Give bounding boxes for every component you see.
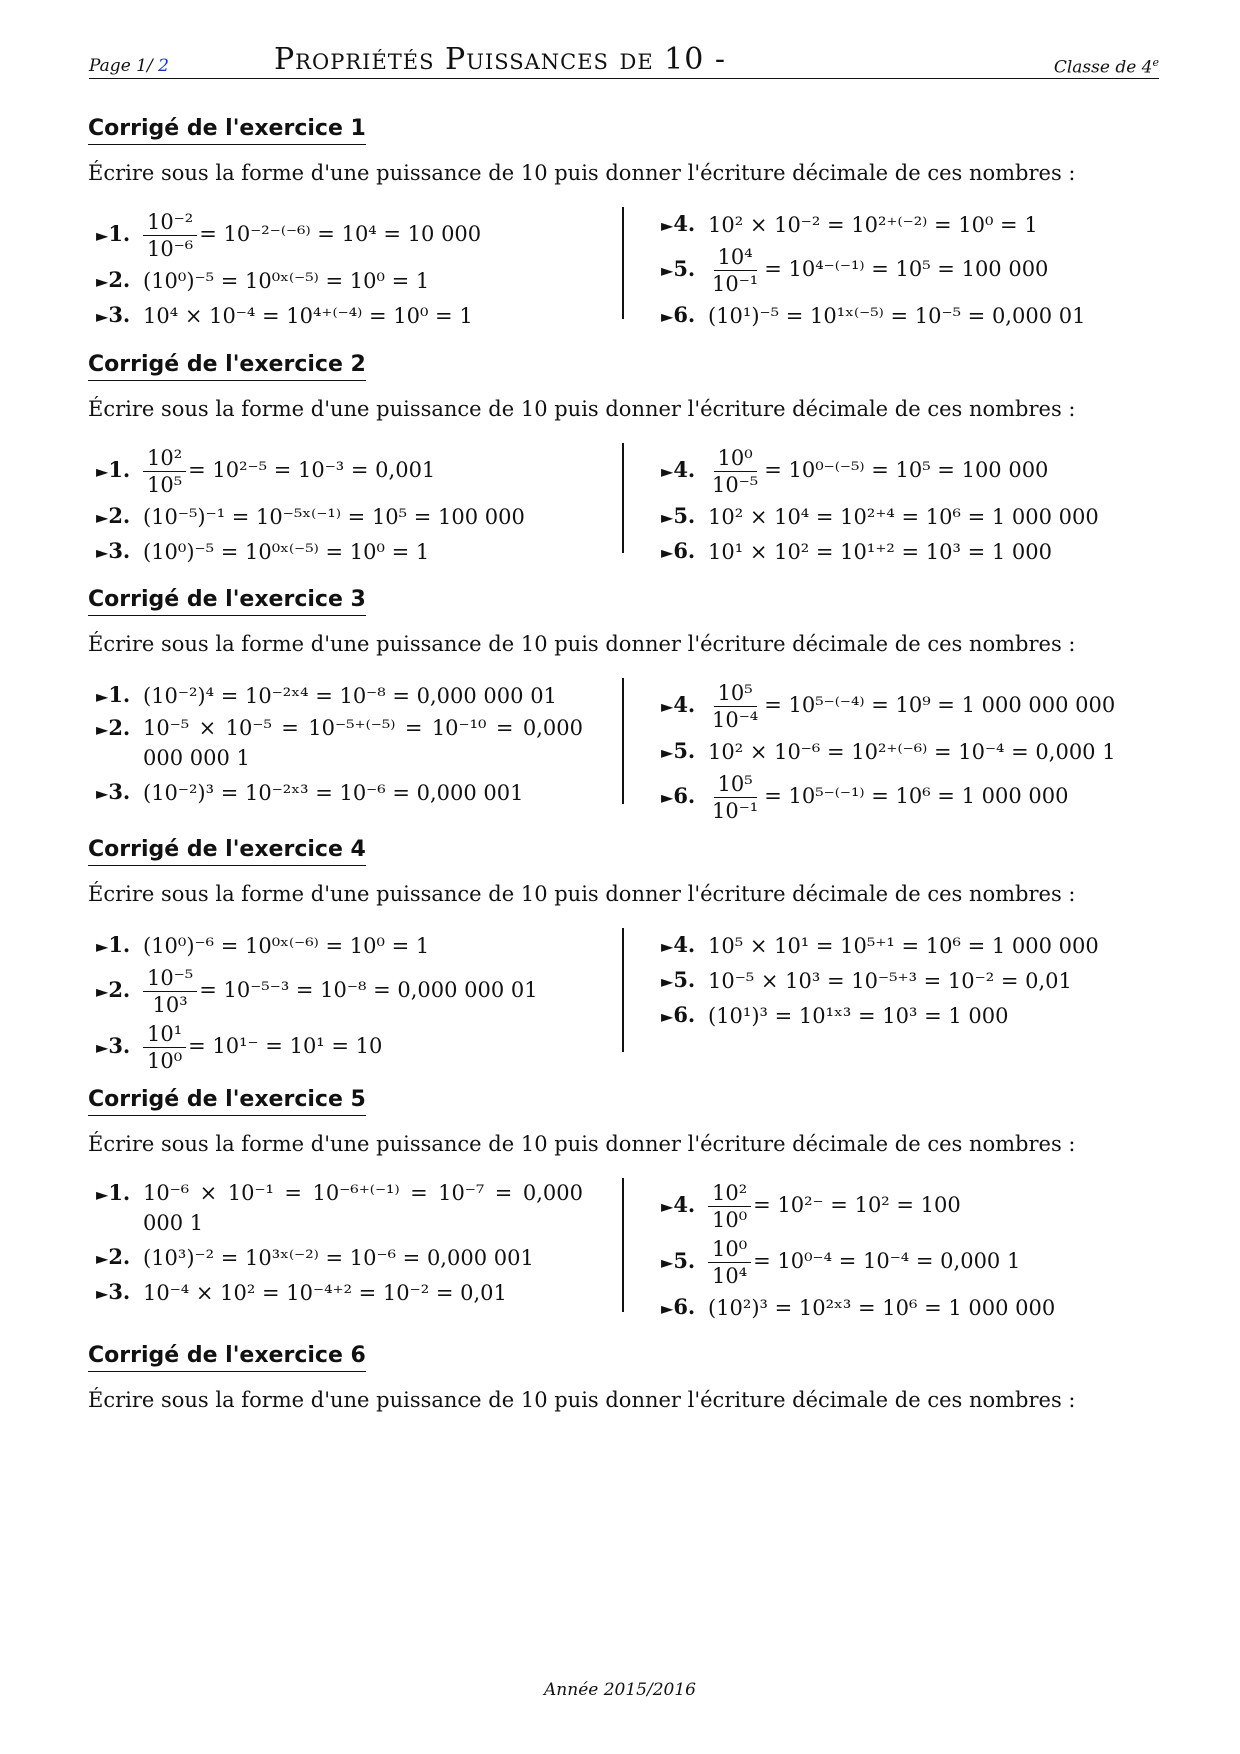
- triangle-bullet-icon: ►: [661, 788, 674, 807]
- right-answer-column: [661, 928, 1161, 1033]
- item-expression: [708, 771, 1068, 824]
- fraction-numerator: 10⁻²: [143, 209, 197, 236]
- answer-item: [661, 963, 1161, 998]
- expression-text: 10² × 10⁴ = 10²⁺⁴ = 10⁶ = 1 000 000: [708, 504, 1099, 529]
- answers-grid: [88, 207, 1163, 328]
- item-number: 2.: [108, 502, 131, 528]
- item-expression: [708, 445, 1048, 498]
- item-expression: [143, 445, 435, 498]
- item-expression: [143, 537, 429, 567]
- expression-text: = 10⁻²⁻⁽⁻⁶⁾ = 10⁴ = 10 000: [199, 221, 482, 246]
- triangle-bullet-icon: ►: [96, 982, 109, 1001]
- triangle-bullet-icon: ►: [96, 686, 109, 706]
- answer-item: [96, 207, 616, 263]
- expression-text: 10² × 10⁻⁶ = 10²⁺⁽⁻⁶⁾ = 10⁻⁴ = 0,000 1: [708, 739, 1116, 764]
- fraction: [708, 445, 762, 498]
- answer-item: [96, 775, 616, 810]
- answers-grid: [88, 443, 1163, 564]
- fraction-denominator: 10⁻¹: [712, 798, 759, 823]
- column-divider: [622, 928, 624, 1052]
- expression-text: 10⁻⁶ × 10⁻¹ = 10⁻⁶⁺⁽⁻¹⁾ = 10⁻⁷ = 0,000 000 1: [143, 1181, 583, 1235]
- answer-item: [661, 499, 1161, 534]
- answer-item: [96, 963, 616, 1019]
- fraction-denominator: 10⁰: [712, 1207, 748, 1232]
- right-answer-column: [661, 678, 1161, 825]
- item-expression: [708, 502, 1099, 532]
- fraction-numerator: 10⁻⁵: [143, 965, 197, 992]
- right-answer-column: [661, 1178, 1161, 1325]
- item-marker: [96, 777, 143, 809]
- item-marker: [96, 1277, 143, 1309]
- answer-item: [96, 263, 616, 298]
- expression-text: (10³)⁻² = 10³ˣ⁽⁻²⁾ = 10⁻⁶ = 0,000 001: [143, 1245, 534, 1270]
- expression-text: (10⁰)⁻⁶ = 10⁰ˣ⁽⁻⁶⁾ = 10⁰ = 1: [143, 933, 430, 958]
- fraction-denominator: 10⁵: [147, 472, 183, 497]
- class-superscript: e: [1152, 56, 1159, 69]
- fraction: [708, 1236, 751, 1289]
- item-marker: [661, 209, 708, 241]
- expression-text: 10² × 10⁻² = 10²⁺⁽⁻²⁾ = 10⁰ = 1: [708, 212, 1038, 237]
- item-number: 4.: [673, 692, 696, 717]
- expression-text: 10⁻⁵ × 10³ = 10⁻⁵⁺³ = 10⁻² = 0,01: [708, 968, 1072, 993]
- item-expression: [708, 680, 1115, 733]
- item-marker: [661, 536, 708, 568]
- triangle-bullet-icon: ►: [661, 507, 674, 527]
- answer-item: [96, 534, 616, 569]
- item-number: 1.: [108, 221, 131, 246]
- item-number: 5.: [673, 737, 696, 763]
- fraction: [708, 244, 762, 297]
- triangle-bullet-icon: ►: [661, 1197, 674, 1216]
- page-header: [89, 42, 1159, 79]
- triangle-bullet-icon: ►: [661, 462, 674, 481]
- triangle-bullet-icon: ►: [96, 507, 109, 527]
- answer-item: [661, 207, 1161, 242]
- answer-item: [661, 242, 1161, 298]
- exercise-instruction: Écrire sous la forme d'une puissance de 10 puis donner l'écriture décimale de ces nombres :: [88, 632, 1076, 656]
- left-answer-column: [96, 678, 616, 810]
- answer-item: [96, 928, 616, 963]
- answer-item: [96, 713, 616, 775]
- expression-text: 10⁻⁵ × 10⁻⁵ = 10⁻⁵⁺⁽⁻⁵⁾ = 10⁻¹⁰ = 0,000 000 000 1: [143, 716, 583, 770]
- triangle-bullet-icon: ►: [661, 1298, 674, 1318]
- item-number: 3.: [108, 301, 131, 327]
- expression-text: = 10⁴⁻⁽⁻¹⁾ = 10⁵ = 100 000: [764, 256, 1049, 281]
- class-label: [1054, 56, 1159, 78]
- item-number: 1.: [108, 931, 131, 957]
- column-divider: [622, 678, 624, 804]
- expression-text: 10⁴ × 10⁻⁴ = 10⁴⁺⁽⁻⁴⁾ = 10⁰ = 1: [143, 303, 473, 328]
- fraction: [143, 209, 197, 262]
- item-number: 4.: [673, 1192, 696, 1217]
- item-expression: [143, 965, 538, 1018]
- left-answer-column: [96, 1178, 616, 1310]
- item-marker: [96, 219, 143, 251]
- item-number: 5.: [673, 256, 696, 281]
- exercise-instruction: Écrire sous la forme d'une puissance de 10 puis donner l'écriture décimale de ces nombres :: [88, 397, 1076, 421]
- expression-text: 10⁵ × 10¹ = 10⁵⁺¹ = 10⁶ = 1 000 000: [708, 933, 1099, 958]
- item-marker: [661, 690, 708, 722]
- item-expression: [708, 931, 1099, 961]
- fraction-denominator: 10⁻⁴: [712, 707, 759, 732]
- column-divider: [622, 1178, 624, 1312]
- answer-item: [661, 1290, 1161, 1325]
- item-marker: [96, 713, 143, 745]
- page-label: Page 1/: [89, 56, 153, 76]
- page-total-link[interactable]: 2: [158, 56, 169, 76]
- triangle-bullet-icon: ►: [661, 261, 674, 280]
- item-expression: [143, 681, 557, 711]
- item-marker: [661, 254, 708, 286]
- fraction: [143, 445, 186, 498]
- expression-text: (10²)³ = 10²ˣ³ = 10⁶ = 1 000 000: [708, 1295, 1056, 1320]
- exercise-instruction: Écrire sous la forme d'une puissance de 10 puis donner l'écriture décimale de ces nombres :: [88, 161, 1076, 185]
- item-marker: [661, 930, 708, 962]
- item-number: 3.: [108, 537, 131, 563]
- item-marker: [96, 1242, 143, 1274]
- exercise-title: Corrigé de l'exercice 1: [88, 116, 366, 145]
- page-title: Propriétés Puissances de 10 -: [274, 42, 727, 77]
- answer-item: [661, 1234, 1161, 1290]
- answer-item: [96, 499, 616, 534]
- item-number: 6.: [673, 301, 696, 327]
- item-marker: [96, 1031, 143, 1063]
- triangle-bullet-icon: ►: [96, 462, 109, 481]
- fraction-numerator: 10⁵: [714, 680, 757, 707]
- triangle-bullet-icon: ►: [96, 936, 109, 956]
- answer-item: [96, 678, 616, 713]
- item-expression: [708, 1001, 1009, 1031]
- answer-item: [96, 1240, 616, 1275]
- triangle-bullet-icon: ►: [661, 1006, 674, 1026]
- exercise-instruction: Écrire sous la forme d'une puissance de 10 puis donner l'écriture décimale de ces nombres :: [88, 1388, 1076, 1412]
- item-expression: [143, 1178, 583, 1238]
- answer-item: [96, 1019, 616, 1075]
- exercise-title: Corrigé de l'exercice 2: [88, 352, 366, 381]
- triangle-bullet-icon: ►: [661, 1253, 674, 1272]
- fraction-numerator: 10²: [708, 1180, 751, 1207]
- exercise-section: [88, 587, 1163, 823]
- answer-item: [661, 534, 1161, 569]
- expression-text: = 10²⁻⁵ = 10⁻³ = 0,001: [188, 457, 436, 482]
- fraction-denominator: 10⁴: [712, 1263, 748, 1288]
- item-marker: [96, 300, 143, 332]
- left-answer-column: [96, 443, 616, 569]
- expression-text: = 10⁵⁻⁽⁻¹⁾ = 10⁶ = 1 000 000: [764, 783, 1069, 808]
- item-marker: [96, 265, 143, 297]
- expression-text: (10⁰)⁻⁵ = 10⁰ˣ⁽⁻⁵⁾ = 10⁰ = 1: [143, 268, 430, 293]
- fraction-numerator: 10⁴: [714, 244, 757, 271]
- item-expression: [708, 301, 1085, 331]
- fraction: [708, 771, 762, 824]
- item-expression: [143, 502, 525, 532]
- item-number: 6.: [673, 537, 696, 563]
- exercise-section: [88, 1087, 1163, 1320]
- exercise-title: Corrigé de l'exercice 5: [88, 1087, 366, 1116]
- triangle-bullet-icon: ►: [661, 306, 674, 326]
- fraction-denominator: 10⁻¹: [712, 271, 759, 296]
- item-marker: [661, 1000, 708, 1032]
- item-expression: [708, 966, 1072, 996]
- item-marker: [661, 1246, 708, 1278]
- item-marker: [96, 975, 143, 1007]
- exercise-section: [88, 1343, 1163, 1412]
- item-expression: [143, 209, 481, 262]
- item-expression: [143, 1021, 382, 1074]
- item-expression: [708, 1236, 1020, 1289]
- item-number: 5.: [673, 502, 696, 528]
- expression-text: (10¹)⁻⁵ = 10¹ˣ⁽⁻⁵⁾ = 10⁻⁵ = 0,000 01: [708, 303, 1086, 328]
- answer-item: [661, 734, 1161, 769]
- triangle-bullet-icon: ►: [96, 1248, 109, 1268]
- exercise-title: Corrigé de l'exercice 3: [88, 587, 366, 616]
- exercise-instruction: Écrire sous la forme d'une puissance de 10 puis donner l'écriture décimale de ces nombres :: [88, 882, 1076, 906]
- right-answer-column: [661, 443, 1161, 569]
- item-marker: [661, 501, 708, 533]
- fraction-numerator: 10⁰: [714, 445, 757, 472]
- exercise-instruction: Écrire sous la forme d'une puissance de 10 puis donner l'écriture décimale de ces nombres :: [88, 1132, 1076, 1156]
- expression-text: = 10⁰⁻⁴ = 10⁻⁴ = 0,000 1: [753, 1248, 1021, 1273]
- column-divider: [622, 443, 624, 553]
- fraction: [143, 1021, 186, 1074]
- answer-item: [661, 298, 1161, 333]
- triangle-bullet-icon: ►: [661, 215, 674, 235]
- expression-text: 10¹ × 10² = 10¹⁺² = 10³ = 1 000: [708, 539, 1052, 564]
- item-number: 5.: [673, 1248, 696, 1273]
- item-expression: [143, 266, 429, 296]
- item-expression: [708, 537, 1052, 567]
- expression-text: = 10⁵⁻⁽⁻⁴⁾ = 10⁹ = 1 000 000 000: [764, 692, 1116, 717]
- item-expression: [708, 1293, 1055, 1323]
- item-marker: [661, 965, 708, 997]
- item-number: 3.: [108, 778, 131, 804]
- triangle-bullet-icon: ►: [96, 226, 109, 245]
- item-marker: [661, 1292, 708, 1324]
- item-number: 3.: [108, 1033, 131, 1058]
- item-marker: [96, 536, 143, 568]
- fraction: [143, 965, 197, 1018]
- item-number: 1.: [108, 681, 131, 707]
- fraction-numerator: 10⁵: [714, 771, 757, 798]
- item-expression: [143, 1243, 534, 1273]
- page-number: [89, 56, 169, 76]
- triangle-bullet-icon: ►: [96, 720, 109, 739]
- exercise-section: [88, 352, 1163, 564]
- fraction-numerator: 10²: [143, 445, 186, 472]
- item-expression: [708, 244, 1048, 297]
- triangle-bullet-icon: ►: [661, 542, 674, 562]
- expression-text: (10¹)³ = 10¹ˣ³ = 10³ = 1 000: [708, 1003, 1009, 1028]
- answer-item: [96, 1275, 616, 1310]
- triangle-bullet-icon: ►: [661, 971, 674, 991]
- item-marker: [96, 1178, 143, 1210]
- item-number: 4.: [673, 457, 696, 482]
- triangle-bullet-icon: ►: [661, 697, 674, 716]
- exercise-title: Corrigé de l'exercice 6: [88, 1343, 366, 1372]
- item-number: 6.: [673, 1001, 696, 1027]
- expression-text: 10⁻⁴ × 10² = 10⁻⁴⁺² = 10⁻² = 0,01: [143, 1280, 507, 1305]
- class-text: Classe de 4: [1053, 57, 1153, 78]
- item-number: 1.: [108, 457, 131, 482]
- item-expression: [143, 713, 583, 773]
- exercise-section: [88, 837, 1163, 1073]
- left-answer-column: [96, 928, 616, 1075]
- fraction: [708, 1180, 751, 1233]
- item-expression: [143, 301, 473, 331]
- item-number: 4.: [673, 210, 696, 236]
- fraction-denominator: 10⁻⁵: [712, 472, 759, 497]
- item-number: 1.: [108, 1180, 131, 1205]
- answer-item: [661, 928, 1161, 963]
- triangle-bullet-icon: ►: [96, 306, 109, 326]
- triangle-bullet-icon: ►: [96, 542, 109, 562]
- fraction-denominator: 10⁰: [147, 1048, 183, 1073]
- triangle-bullet-icon: ►: [96, 783, 109, 803]
- exercise-title: Corrigé de l'exercice 4: [88, 837, 366, 866]
- expression-text: = 10²⁻ = 10² = 100: [753, 1192, 961, 1217]
- item-marker: [96, 501, 143, 533]
- triangle-bullet-icon: ►: [661, 742, 674, 762]
- fraction-numerator: 10¹: [143, 1021, 186, 1048]
- triangle-bullet-icon: ►: [96, 1283, 109, 1303]
- item-number: 2.: [108, 1243, 131, 1269]
- footer-year: Année 2015/2016: [544, 1680, 696, 1700]
- exercise-section: [88, 116, 1163, 328]
- item-expression: [708, 737, 1116, 767]
- triangle-bullet-icon: ►: [661, 936, 674, 956]
- fraction-numerator: 10⁰: [708, 1236, 751, 1263]
- answer-item: [661, 1178, 1161, 1234]
- item-number: 6.: [673, 1293, 696, 1319]
- item-number: 6.: [673, 783, 696, 808]
- item-expression: [143, 778, 524, 808]
- expression-text: (10⁻⁵)⁻¹ = 10⁻⁵ˣ⁽⁻¹⁾ = 10⁵ = 100 000: [143, 504, 525, 529]
- item-marker: [96, 680, 143, 712]
- answers-grid: [88, 678, 1163, 823]
- right-answer-column: [661, 207, 1161, 333]
- item-number: 3.: [108, 1278, 131, 1304]
- item-number: 2.: [108, 715, 131, 740]
- column-divider: [622, 207, 624, 319]
- fraction-denominator: 10⁻⁶: [147, 236, 194, 261]
- triangle-bullet-icon: ►: [96, 1185, 109, 1204]
- left-answer-column: [96, 207, 616, 333]
- expression-text: = 10⁰⁻⁽⁻⁵⁾ = 10⁵ = 100 000: [764, 457, 1049, 482]
- answers-grid: [88, 928, 1163, 1073]
- item-number: 5.: [673, 966, 696, 992]
- answer-item: [661, 443, 1161, 499]
- expression-text: = 10⁻⁵⁻³ = 10⁻⁸ = 0,000 000 01: [199, 977, 538, 1002]
- answer-item: [96, 1178, 616, 1240]
- fraction-denominator: 10³: [152, 992, 188, 1017]
- item-number: 2.: [108, 266, 131, 292]
- answers-grid: [88, 1178, 1163, 1320]
- item-number: 4.: [673, 931, 696, 957]
- expression-text: (10⁻²)³ = 10⁻²ˣ³ = 10⁻⁶ = 0,000 001: [143, 780, 524, 805]
- expression-text: = 10¹⁻ = 10¹ = 10: [188, 1033, 383, 1058]
- expression-text: (10⁻²)⁴ = 10⁻²ˣ⁴ = 10⁻⁸ = 0,000 000 01: [143, 683, 557, 708]
- answer-item: [96, 443, 616, 499]
- item-marker: [661, 300, 708, 332]
- expression-text: (10⁰)⁻⁵ = 10⁰ˣ⁽⁻⁵⁾ = 10⁰ = 1: [143, 539, 430, 564]
- item-expression: [708, 1180, 961, 1233]
- item-marker: [661, 455, 708, 487]
- item-marker: [96, 455, 143, 487]
- fraction: [708, 680, 762, 733]
- item-marker: [661, 781, 708, 813]
- answer-item: [661, 998, 1161, 1033]
- answer-item: [661, 678, 1161, 734]
- answer-item: [96, 298, 616, 333]
- item-expression: [708, 210, 1038, 240]
- triangle-bullet-icon: ►: [96, 271, 109, 291]
- item-marker: [661, 736, 708, 768]
- item-number: 2.: [108, 977, 131, 1002]
- item-marker: [96, 930, 143, 962]
- item-expression: [143, 1278, 507, 1308]
- item-expression: [143, 931, 429, 961]
- item-marker: [661, 1190, 708, 1222]
- answer-item: [661, 769, 1161, 825]
- triangle-bullet-icon: ►: [96, 1038, 109, 1057]
